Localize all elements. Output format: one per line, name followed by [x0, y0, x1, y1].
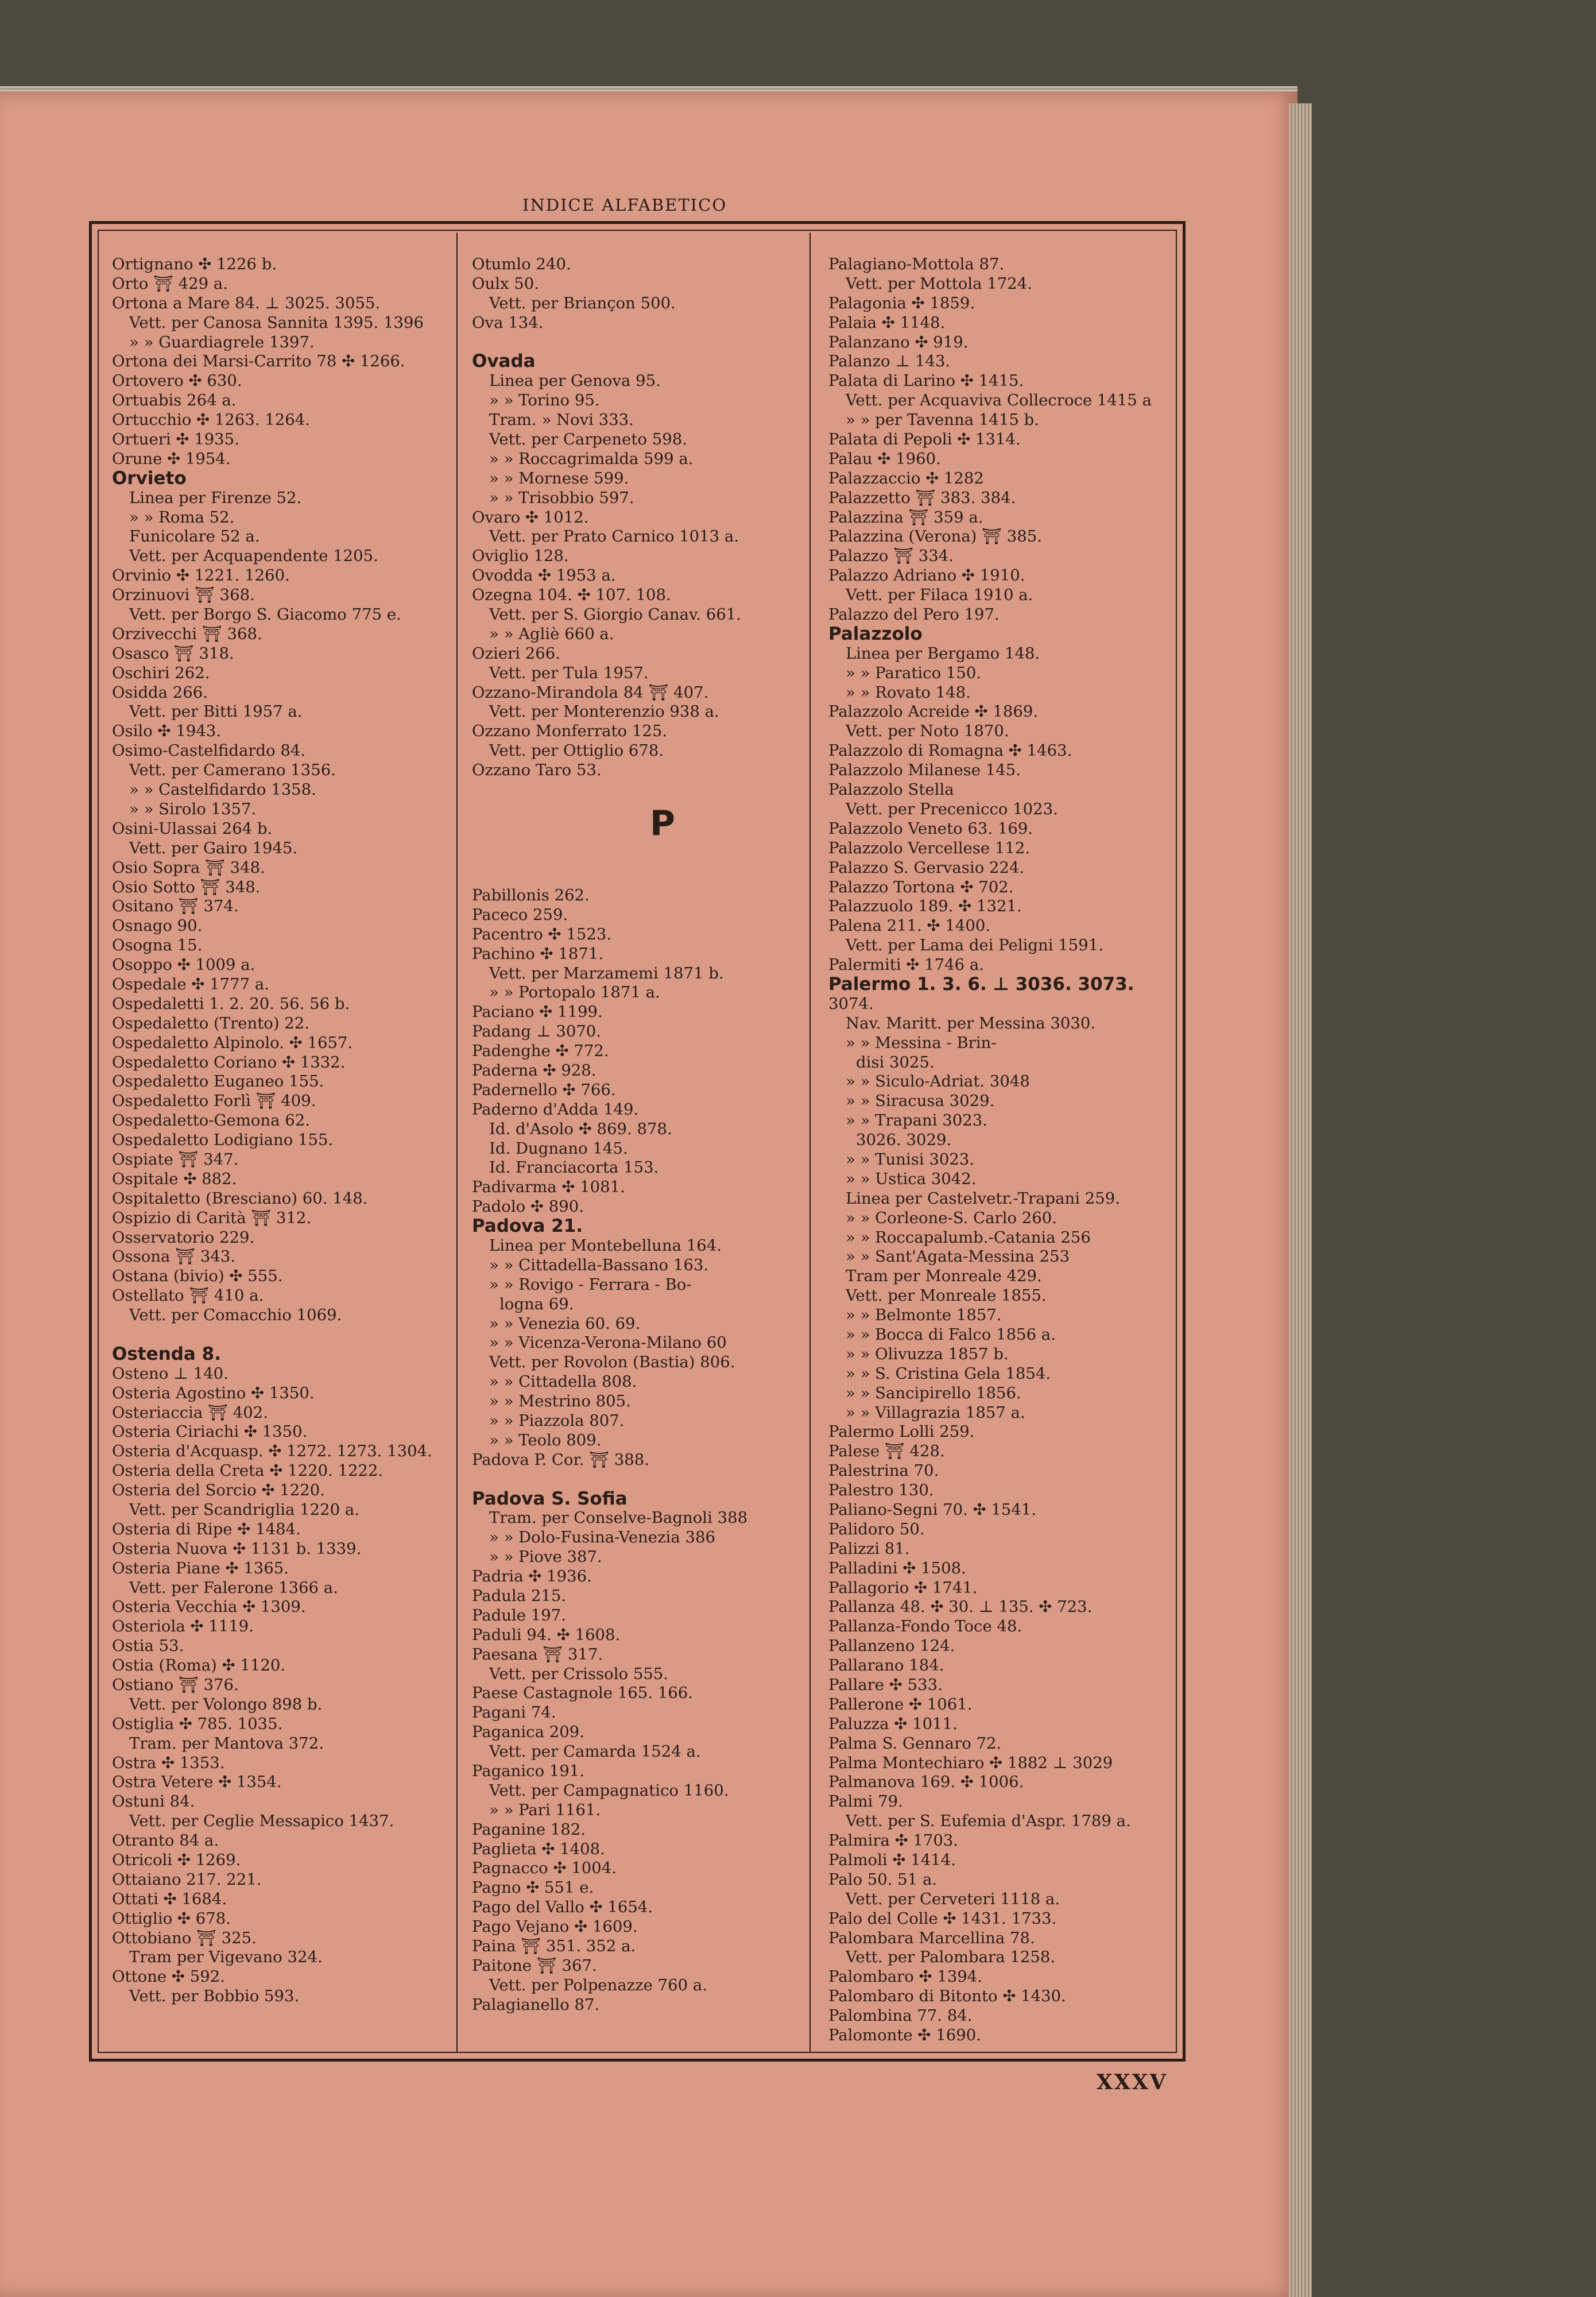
index-entry: Linea per Firenze 52. [129, 488, 302, 507]
index-entry: Paitone ⛩ 367. [472, 1956, 597, 1975]
index-entry: Nav. Maritt. per Messina 3030. [846, 1014, 1096, 1033]
index-entry: Pachino ✣ 1871. [472, 944, 604, 963]
index-entry: » » Roccapalumb.-Catania 256 [846, 1228, 1091, 1247]
index-entry: » » Olivuzza 1857 b. [846, 1344, 1009, 1363]
page-header: INDICE ALFABETICO [522, 195, 727, 215]
index-entry: Vett. per Marzamemi 1871 b. [489, 964, 724, 983]
index-entry: Osteria Vecchia ✣ 1309. [112, 1598, 306, 1617]
index-entry: Ozzano Taro 53. [472, 761, 602, 780]
index-entry: Vett. per Monreale 1855. [846, 1286, 1047, 1305]
index-entry: » » Rovato 148. [846, 683, 971, 702]
index-entry: Pagnacco ✣ 1004. [472, 1859, 617, 1878]
index-entry: Ortuabis 264 a. [112, 391, 237, 410]
index-entry: » » Portopalo 1871 a. [489, 983, 660, 1002]
index-entry: Vett. per S. Eufemia d'Aspr. 1789 a. [846, 1812, 1131, 1831]
index-entry: Osio Sopra ⛩ 348. [112, 858, 265, 877]
index-entry: Vett. per Ceglie Messapico 1437. [129, 1812, 394, 1831]
index-entry: Vett. per Canosa Sannita 1395. 1396 [129, 313, 424, 332]
index-entry: Ostenda 8. [112, 1344, 221, 1364]
index-entry: Palazzolo Veneto 63. 169. [828, 819, 1033, 838]
index-entry: Palese ⛩ 428. [828, 1442, 945, 1461]
index-entry: Palombaro di Bitonto ✣ 1430. [828, 1987, 1066, 2006]
index-entry: » » Castelfidardo 1358. [129, 780, 316, 799]
index-entry: » » Roccagrimalda 599 a. [489, 449, 694, 468]
index-entry: Vett. per Falerone 1366 a. [129, 1578, 338, 1597]
index-entry: Ospedaletto-Gemona 62. [112, 1111, 311, 1130]
index-entry: » » Piazzola 807. [489, 1411, 625, 1430]
index-entry: Ospedaletto Euganeo 155. [112, 1072, 324, 1091]
index-entry: Palazzolo Stella [828, 780, 954, 799]
index-entry: Vett. per Lama dei Peligni 1591. [846, 936, 1103, 955]
index-entry: Orvieto [112, 469, 187, 489]
index-entry: Vett. per Tula 1957. [489, 663, 649, 682]
index-entry: Paese Castagnole 165. 166. [472, 1684, 693, 1703]
index-entry: Osservatorio 229. [112, 1228, 255, 1247]
index-entry: Orzinuovi ⛩ 368. [112, 586, 255, 605]
index-entry: Linea per Montebelluna 164. [489, 1236, 722, 1255]
index-entry: Ottone ✣ 592. [112, 1967, 225, 1986]
index-entry: Vett. per Crissolo 555. [489, 1664, 669, 1683]
index-entry: Ortueri ✣ 1935. [112, 430, 239, 449]
index-entry: » » Pari 1161. [489, 1800, 601, 1819]
index-entry: Ottiglio ✣ 678. [112, 1909, 231, 1928]
index-entry: Osnago 90. [112, 917, 203, 935]
index-entry: Palagiano-Mottola 87. [828, 255, 1005, 273]
index-entry: Padang ⊥ 3070. [472, 1022, 602, 1041]
index-entry: Vett. per Carpeneto 598. [489, 430, 687, 449]
index-entry: Paganica 209. [472, 1723, 584, 1742]
index-entry: Palazzo ⛩ 334. [828, 547, 954, 566]
index-entry: Pallanza 48. ✣ 30. ⊥ 135. ✣ 723. [828, 1598, 1093, 1617]
index-entry: Osio Sotto ⛩ 348. [112, 877, 261, 896]
index-entry [112, 1325, 456, 1345]
index-entry: Padolo ✣ 890. [472, 1197, 584, 1216]
index-entry: Orune ✣ 1954. [112, 449, 231, 468]
index-entry: » » Trapani 3023. [846, 1111, 987, 1130]
index-entry: Osidda 266. [112, 683, 208, 702]
index-entry: Paceco 259. [472, 905, 568, 924]
index-entry: Vett. per Palombara 1258. [846, 1948, 1056, 1967]
index-column-2 [472, 255, 816, 2015]
section-letter: P [650, 803, 675, 844]
index-entry: Ospiate ⛩ 347. [112, 1150, 239, 1169]
index-entry: Palombaro ✣ 1394. [828, 1967, 983, 1986]
index-entry: Palombara Marcellina 78. [828, 1928, 1035, 1947]
index-entry: Osteria di Ripe ✣ 1484. [112, 1519, 301, 1538]
index-entry: Pallarano 184. [828, 1656, 944, 1675]
index-entry: » » Sirolo 1357. [129, 799, 257, 818]
index-entry: Palermiti ✣ 1746 a. [828, 956, 984, 975]
index-entry: Palanzo ⊥ 143. [828, 352, 951, 371]
index-entry: Tram. » Novi 333. [489, 411, 634, 430]
index-entry: Ostiglia ✣ 785. 1035. [112, 1714, 283, 1733]
index-entry: Vett. per Cerveteri 1118 a. [846, 1889, 1060, 1908]
index-entry: Palizzi 81. [828, 1539, 910, 1558]
index-entry: » » Guardiagrele 1397. [129, 332, 315, 351]
index-entry: Vett. per Acquaviva Collecroce 1415 a [846, 391, 1152, 410]
index-entry: 3026. 3029. [856, 1131, 952, 1150]
book-page-edge [1289, 103, 1312, 2297]
index-entry: Palata di Pepoli ✣ 1314. [828, 430, 1021, 449]
index-entry: Palagonia ✣ 1859. [828, 293, 975, 312]
index-entry: Osini-Ulassai 264 b. [112, 819, 273, 838]
index-entry: Linea per Bergamo 148. [846, 644, 1040, 663]
index-entry: Palazzolo di Romagna ✣ 1463. [828, 741, 1072, 760]
index-entry: Oulx 50. [472, 274, 540, 293]
index-entry: Pallanza-Fondo Toce 48. [828, 1617, 1022, 1636]
index-entry: Osteria del Sorcio ✣ 1220. [112, 1481, 326, 1500]
index-entry: Vett. per Polpenazze 760 a. [489, 1975, 708, 1994]
index-entry: Padova 21. [472, 1217, 583, 1236]
index-entry: Pallare ✣ 533. [828, 1676, 943, 1695]
index-entry: Ospitale ✣ 882. [112, 1169, 237, 1188]
index-entry: Ostuni 84. [112, 1792, 195, 1811]
index-entry: Vett. per Acquapendente 1205. [129, 547, 378, 566]
index-entry: Ossona ⛩ 343. [112, 1247, 236, 1266]
index-entry: Osteria Nuova ✣ 1131 b. 1339. [112, 1539, 362, 1558]
index-entry: Vett. per Briançon 500. [489, 293, 676, 312]
index-entry [472, 333, 816, 353]
index-entry: Linea per Castelvetr.-Trapani 259. [846, 1189, 1121, 1208]
index-entry: Pago Vejano ✣ 1609. [472, 1917, 638, 1936]
index-entry: Paduli 94. ✣ 1608. [472, 1625, 621, 1644]
index-entry: Linea per Genova 95. [489, 372, 661, 390]
index-entry: Paganine 182. [472, 1820, 586, 1839]
index-entry: Ortovero ✣ 630. [112, 372, 242, 390]
index-entry: » » Ustica 3042. [846, 1169, 977, 1188]
index-entry: Vett. per Volongo 898 b. [129, 1695, 323, 1714]
page-number: XXXV [1097, 2070, 1168, 2094]
index-entry: Palmira ✣ 1703. [828, 1831, 959, 1850]
index-entry: Ospedaletto Coriano ✣ 1332. [112, 1053, 346, 1072]
index-entry: Tram per Vigevano 324. [129, 1948, 323, 1967]
index-entry: Ositano ⛩ 374. [112, 897, 239, 916]
index-entry: Paliano-Segni 70. ✣ 1541. [828, 1501, 1037, 1519]
index-entry: Palata di Larino ✣ 1415. [828, 372, 1024, 390]
index-entry: Vett. per Rovolon (Bastia) 806. [489, 1353, 735, 1372]
index-entry: Vett. per Borgo S. Giacomo 775 e. [129, 605, 401, 624]
index-entry: » » per Tavenna 1415 b. [846, 411, 1039, 430]
index-entry: Paganico 191. [472, 1762, 585, 1781]
index-entry: Palombina 77. 84. [828, 2006, 973, 2025]
index-entry: Vett. per Camarda 1524 a. [489, 1742, 701, 1761]
index-entry: Vett. per Noto 1870. [846, 722, 1009, 741]
index-entry [472, 1470, 816, 1490]
index-entry: Padivarma ✣ 1081. [472, 1178, 625, 1197]
index-entry: Ozzano Monferrato 125. [472, 722, 668, 741]
index-entry: Padova P. Cor. ⛩ 388. [472, 1450, 649, 1469]
index-entry: » » Cittadella-Bassano 163. [489, 1255, 709, 1274]
index-entry: » » Sancipirello 1856. [846, 1383, 1021, 1402]
index-entry: Vett. per Monterenzio 938 a. [489, 702, 719, 721]
index-entry: Ortignano ✣ 1226 b. [112, 255, 277, 273]
index-entry: Osteria Agostino ✣ 1350. [112, 1383, 315, 1402]
index-entry: Ovaro ✣ 1012. [472, 508, 589, 527]
index-entry: Ospedaletto Alpinolo. ✣ 1657. [112, 1033, 353, 1052]
index-entry: » » Siracusa 3029. [846, 1092, 995, 1111]
index-entry: Padule 197. [472, 1606, 567, 1625]
index-entry: » » Messina - Brin- [846, 1033, 997, 1052]
index-entry: Pallanzeno 124. [828, 1637, 955, 1656]
index-entry: » » Villagrazia 1857 a. [846, 1403, 1025, 1422]
index-entry: Vett. per Filaca 1910 a. [846, 586, 1033, 605]
index-entry: » » Paratico 150. [846, 663, 982, 682]
index-entry: Vett. per S. Giorgio Canav. 661. [489, 605, 741, 624]
index-entry: Palazzaccio ✣ 1282 [828, 469, 984, 488]
index-entry: Otumlo 240. [472, 255, 571, 273]
index-entry: Padenghe ✣ 772. [472, 1042, 609, 1061]
index-entry: Palagianello 87. [472, 1995, 600, 2014]
index-entry: Palazzuolo 189. ✣ 1321. [828, 897, 1022, 916]
index-entry: Paesana ⛩ 317. [472, 1645, 603, 1664]
index-entry: Palazzolo Milanese 145. [828, 761, 1021, 780]
index-entry: Ospedaletto Lodigiano 155. [112, 1131, 334, 1150]
index-entry: Palazzina ⛩ 359 a. [828, 508, 983, 527]
index-entry: Ovada [472, 352, 536, 372]
index-entry: Funicolare 52 a. [129, 527, 260, 546]
index-entry: Palmanova 169. ✣ 1006. [828, 1773, 1024, 1792]
index-entry: Oviglio 128. [472, 547, 569, 566]
index-entry: Palaia ✣ 1148. [828, 313, 946, 332]
index-entry: Ostia (Roma) ✣ 1120. [112, 1656, 286, 1675]
index-entry: Osogna 15. [112, 936, 203, 955]
index-entry: Osteria Piane ✣ 1365. [112, 1559, 289, 1577]
index-entry: Ospedaletto Forlì ⛩ 409. [112, 1092, 316, 1111]
index-entry: Paluzza ✣ 1011. [828, 1714, 958, 1733]
index-entry: Vett. per Ottiglio 678. [489, 741, 664, 760]
index-entry: Palena 211. ✣ 1400. [828, 917, 991, 935]
index-entry: » » Siculo-Adriat. 3048 [846, 1072, 1030, 1091]
index-entry: » » Tunisi 3023. [846, 1150, 975, 1169]
index-entry: Ova 134. [472, 313, 544, 332]
index-entry: Palazzolo Acreide ✣ 1869. [828, 702, 1039, 721]
index-entry: » » Roma 52. [129, 508, 235, 527]
index-entry: » » Dolo-Fusina-Venezia 386 [489, 1528, 715, 1547]
index-entry: Osasco ⛩ 318. [112, 644, 234, 663]
index-entry: Osteriaccia ⛩ 402. [112, 1403, 268, 1422]
index-entry: » » Mestrino 805. [489, 1392, 631, 1411]
index-entry: Tram. per Mantova 372. [129, 1734, 324, 1753]
index-entry: Osteria d'Acquasp. ✣ 1272. 1273. 1304. [112, 1442, 432, 1461]
index-entry: Palma S. Gennaro 72. [828, 1734, 1002, 1753]
index-entry: Ovodda ✣ 1953 a. [472, 566, 616, 585]
index-entry: Palmoli ✣ 1414. [828, 1851, 956, 1870]
index-entry: Id. Dugnano 145. [489, 1139, 628, 1158]
index-entry: Oschiri 262. [112, 663, 210, 682]
index-entry: Ostellato ⛩ 410 a. [112, 1286, 264, 1305]
index-entry: Palazzina (Verona) ⛩ 385. [828, 527, 1042, 546]
index-entry: » » Cittadella 808. [489, 1372, 637, 1391]
index-entry: Osimo-Castelfidardo 84. [112, 741, 306, 760]
index-entry: Ottobiano ⛩ 325. [112, 1928, 257, 1947]
index-entry: logna 69. [499, 1294, 574, 1313]
index-entry: Palazzolo Vercellese 112. [828, 838, 1031, 857]
index-entry: » » Agliè 660 a. [489, 624, 614, 643]
index-entry: Paglieta ✣ 1408. [472, 1839, 605, 1858]
index-entry: Orvinio ✣ 1221. 1260. [112, 566, 290, 585]
index-entry: Ostra ✣ 1353. [112, 1753, 225, 1772]
index-entry: Vett. per Camerano 1356. [129, 761, 336, 780]
index-entry: Padula 215. [472, 1587, 567, 1605]
index-entry: » » Piove 387. [489, 1548, 602, 1567]
index-entry: Palazzo del Pero 197. [828, 605, 1000, 624]
index-entry: Ottati ✣ 1684. [112, 1889, 227, 1908]
index-entry: Ottaiano 217. 221. [112, 1870, 262, 1889]
index-entry: Palidoro 50. [828, 1519, 925, 1538]
index-entry: » » Bocca di Falco 1856 a. [846, 1325, 1056, 1344]
index-entry: » » Teolo 809. [489, 1430, 602, 1449]
index-entry: Vett. per Campagnatico 1160. [489, 1781, 729, 1800]
column-separator [456, 233, 458, 2053]
index-entry: Ostiano ⛩ 376. [112, 1676, 239, 1695]
index-entry: Padria ✣ 1936. [472, 1567, 592, 1586]
index-entry: Osteria della Creta ✣ 1220. 1222. [112, 1461, 383, 1480]
index-entry: Pagno ✣ 551 e. [472, 1878, 594, 1897]
index-entry: Osilo ✣ 1943. [112, 722, 222, 741]
index-entry: Palermo Lolli 259. [828, 1422, 975, 1441]
index-entry: Ozegna 104. ✣ 107. 108. [472, 586, 671, 605]
index-entry: Ostana (bivio) ✣ 555. [112, 1267, 283, 1286]
index-entry: Ospedale ✣ 1777 a. [112, 975, 269, 993]
index-entry: Paina ⛩ 351. 352 a. [472, 1937, 636, 1956]
index-entry: » » Corleone-S. Carlo 260. [846, 1208, 1057, 1227]
index-entry: Ortucchio ✣ 1263. 1264. [112, 411, 311, 430]
spacer [472, 867, 816, 886]
index-entry: Ospedaletto (Trento) 22. [112, 1014, 310, 1033]
index-entry: Ozzano-Mirandola 84 ⛩ 407. [472, 683, 709, 702]
index-entry: » » Trisobbio 597. [489, 488, 634, 507]
index-entry: Orto ⛩ 429 a. [112, 274, 228, 293]
index-entry: Palo 50. 51 a. [828, 1870, 938, 1889]
index-entry: Id. d'Asolo ✣ 869. 878. [489, 1119, 672, 1138]
index-entry: Otranto 84 a. [112, 1831, 219, 1850]
index-entry: Tram per Monreale 429. [846, 1267, 1042, 1286]
index-entry: Osteriola ✣ 1119. [112, 1617, 254, 1636]
index-entry: Palazzo Adriano ✣ 1910. [828, 566, 1025, 585]
index-entry: Id. Franciacorta 153. [489, 1158, 659, 1177]
index-entry: Palau ✣ 1960. [828, 449, 941, 468]
index-entry: Osteno ⊥ 140. [112, 1364, 228, 1383]
index-entry: Pallagorio ✣ 1741. [828, 1578, 978, 1597]
index-entry: Pallerone ✣ 1061. [828, 1695, 973, 1714]
index-entry: Ostra Vetere ✣ 1354. [112, 1773, 282, 1792]
index-column-3 [828, 255, 1184, 2045]
index-entry: Ospitaletto (Bresciano) 60. 148. [112, 1189, 368, 1208]
index-entry: » » Sant'Agata-Messina 253 [846, 1247, 1070, 1266]
index-entry: Palanzano ✣ 919. [828, 332, 969, 351]
index-entry: Pabillonis 262. [472, 885, 590, 904]
index-entry: Ozieri 266. [472, 644, 561, 663]
index-entry: Ostia 53. [112, 1637, 184, 1656]
index-entry: Ospedaletti 1. 2. 20. 56. 56 b. [112, 994, 350, 1013]
index-entry: » » Venezia 60. 69. [489, 1314, 641, 1333]
index-entry: Vett. per Comacchio 1069. [129, 1306, 342, 1325]
index-entry: » » Torino 95. [489, 391, 600, 410]
index-entry: Paderna ✣ 928. [472, 1061, 596, 1080]
index-entry: Vett. per Bitti 1957 a. [129, 702, 303, 721]
index-entry: Palma Montechiaro ✣ 1882 ⊥ 3029 [828, 1753, 1113, 1772]
index-entry: Palazzetto ⛩ 383. 384. [828, 488, 1016, 507]
index-entry: Ortona a Mare 84. ⊥ 3025. 3055. [112, 293, 381, 312]
index-entry: Palestrina 70. [828, 1461, 939, 1480]
index-column-1 [112, 255, 456, 2006]
index-entry: Ospizio di Carità ⛩ 312. [112, 1208, 312, 1227]
index-entry: Pago del Vallo ✣ 1654. [472, 1898, 653, 1917]
index-entry: Padova S. Sofia [472, 1489, 627, 1509]
index-entry: Ortona dei Marsi-Carrito 78 ✣ 1266. [112, 352, 405, 371]
index-entry: » » Vicenza-Verona-Milano 60 [489, 1333, 727, 1352]
index-entry: Pacentro ✣ 1523. [472, 925, 612, 943]
index-entry: Osoppo ✣ 1009 a. [112, 956, 255, 975]
index-entry: Palestro 130. [828, 1481, 934, 1500]
index-entry: Paciano ✣ 1199. [472, 1003, 603, 1022]
index-entry: Padernello ✣ 766. [472, 1080, 616, 1099]
index-entry: Vett. per Gairo 1945. [129, 838, 298, 857]
index-entry: Palomonte ✣ 1690. [828, 2026, 981, 2045]
index-entry: » » Belmonte 1857. [846, 1306, 1002, 1325]
index-entry: Palo del Colle ✣ 1431. 1733. [828, 1909, 1057, 1928]
index-entry: disi 3025. [856, 1053, 935, 1072]
index-entry: Palladini ✣ 1508. [828, 1559, 966, 1577]
index-entry: 3074. [828, 994, 874, 1013]
index-entry: Tram. per Conselve-Bagnoli 388 [489, 1509, 748, 1528]
index-entry: Otricoli ✣ 1269. [112, 1851, 241, 1870]
index-entry: Vett. per Precenicco 1023. [846, 799, 1058, 818]
index-entry: Vett. per Prato Carnico 1013 a. [489, 527, 739, 546]
index-entry: Vett. per Scandriglia 1220 a. [129, 1501, 360, 1519]
index-entry: Osteria Ciriachi ✣ 1350. [112, 1422, 308, 1441]
index-entry: Palermo 1. 3. 6. ⊥ 3036. 3073. [828, 975, 1134, 995]
index-entry: Pagani 74. [472, 1703, 556, 1722]
index-entry: Vett. per Bobbio 593. [129, 1987, 300, 2006]
index-entry: Palazzo Tortona ✣ 702. [828, 877, 1014, 896]
index-entry: » » S. Cristina Gela 1854. [846, 1364, 1051, 1383]
index-entry: » » Mornese 599. [489, 469, 629, 488]
index-entry: Paderno d'Adda 149. [472, 1100, 639, 1119]
index-entry: Palazzolo [828, 624, 923, 644]
index-entry: Palazzo S. Gervasio 224. [828, 858, 1025, 877]
index-entry: Palmi 79. [828, 1792, 903, 1811]
index-entry: Vett. per Mottola 1724. [846, 274, 1032, 293]
index-entry: Orzivecchi ⛩ 368. [112, 624, 262, 643]
index-entry: » » Rovigo - Ferrara - Bo- [489, 1275, 692, 1294]
